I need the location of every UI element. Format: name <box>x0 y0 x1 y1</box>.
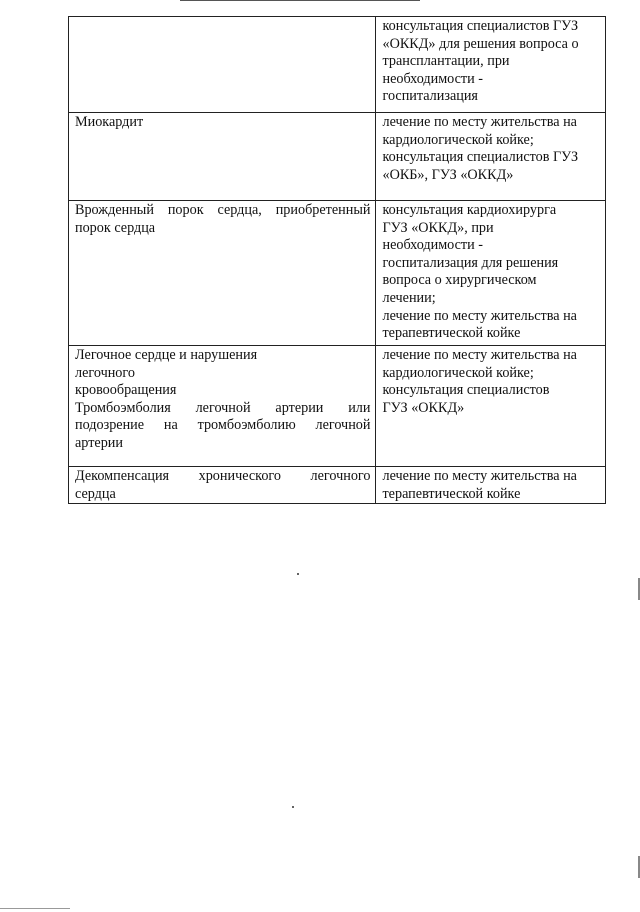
table-row <box>69 346 606 467</box>
table-row <box>69 201 606 346</box>
action-line: ГУЗ «ОККД» <box>382 399 465 416</box>
condition-cell <box>69 201 376 346</box>
action-line: ГУЗ «ОККД», при <box>382 219 494 236</box>
condition-cell <box>69 467 376 504</box>
action-line: консультация специалистов ГУЗ <box>382 18 579 34</box>
action-line: лечение по месту жительства на <box>382 468 577 484</box>
action-line: госпитализация <box>382 88 478 105</box>
action-cell <box>376 113 606 201</box>
top-scan-rule <box>180 0 420 1</box>
action-line: лечение по месту жительства на <box>382 307 577 324</box>
condition-cell <box>69 346 376 467</box>
action-line: госпитализация для решения <box>382 254 559 271</box>
bottom-scan-rule <box>0 908 70 909</box>
condition-line: подозрение на тромбоэмболию легочной <box>75 417 371 434</box>
action-line: консультация специалистов <box>382 382 550 399</box>
condition-line: артерии <box>75 434 123 451</box>
action-line: лечение по месту жительства на <box>382 347 577 363</box>
condition-line: Легочное сердце и нарушения <box>75 347 258 363</box>
action-line: лечении; <box>382 289 436 306</box>
action-cell <box>376 467 606 504</box>
action-cell <box>376 346 606 467</box>
action-line: необходимости - <box>382 70 483 87</box>
condition-line: легочного <box>75 364 135 381</box>
action-line: «ОККД» для решения вопроса о <box>382 35 579 52</box>
condition-line: порок сердца <box>75 219 156 236</box>
scan-speck <box>297 573 299 575</box>
action-line: вопроса о хирургическом <box>382 272 537 289</box>
condition-cell <box>69 113 376 201</box>
action-line: лечение по месту жительства на <box>382 114 577 130</box>
referral-table <box>68 16 606 504</box>
table-row <box>69 113 606 201</box>
condition-line: Тромбоэмболия легочной артерии или <box>75 399 371 416</box>
action-cell <box>376 201 606 346</box>
action-line: кардиологической койке; <box>382 131 534 148</box>
action-line: терапевтической койке <box>382 485 521 502</box>
action-line: консультация кардиохирурга <box>382 202 557 218</box>
scan-speck <box>292 806 294 808</box>
action-line: терапевтической койке <box>382 325 521 342</box>
condition-cell <box>69 17 376 113</box>
action-line: кардиологической койке; <box>382 364 534 381</box>
condition-line: Миокардит <box>75 114 144 130</box>
action-line: необходимости - <box>382 237 483 254</box>
action-line: консультация специалистов ГУЗ <box>382 149 579 166</box>
condition-line: Декомпенсация хронического легочного <box>75 468 371 484</box>
action-line: трансплантации, при <box>382 53 510 70</box>
condition-line: Врожденный порок сердца, приобретенный <box>75 202 371 218</box>
condition-line: сердца <box>75 485 116 502</box>
table-row <box>69 17 606 113</box>
condition-line: кровообращения <box>75 382 177 399</box>
table-row <box>69 467 606 504</box>
action-line: «ОКБ», ГУЗ «ОККД» <box>382 166 514 183</box>
action-cell <box>376 17 606 113</box>
